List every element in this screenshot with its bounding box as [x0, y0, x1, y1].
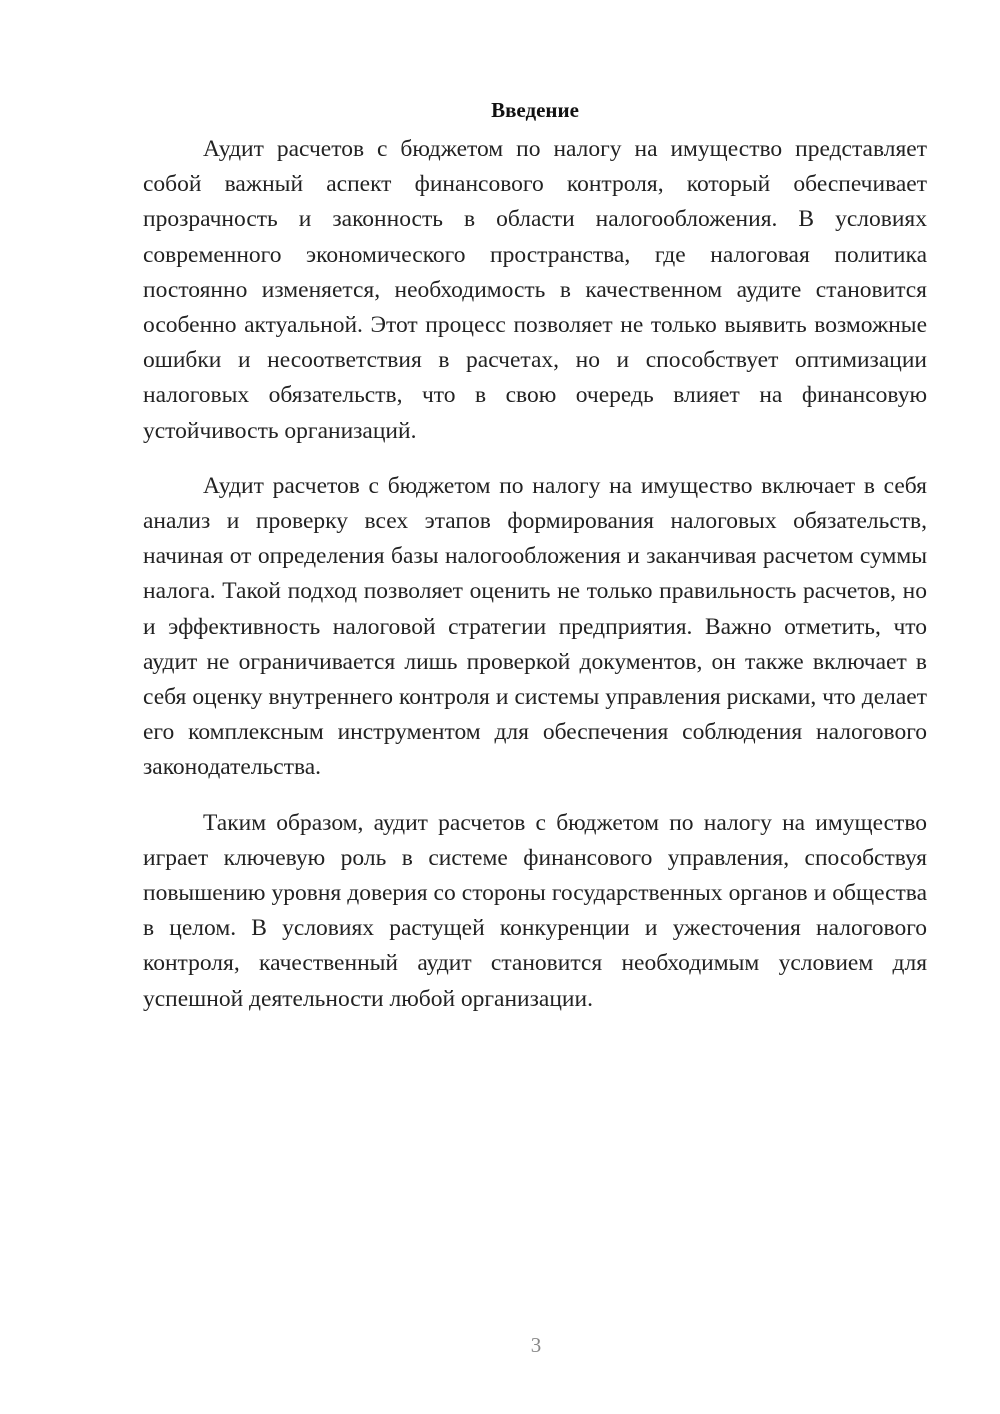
- section-title: Введение: [491, 98, 579, 122]
- page-number: 3: [530, 1333, 542, 1357]
- document-body: [143, 92, 927, 1017]
- paragraph-1: Аудит расчетов с бюджетом по налогу на имущество представляет собой важный аспект финансового контроля, который обеспечивает прозрачность и законность в области налогообложения. В условиях современного экономического пространства, где налоговая политика постоянно изменяется, необходимость в качественном аудите становится особенно актуальной. Этот процесс позволяет не только выявить возможные ошибки и несоответствия в расчетах, но и способствует оптимизации налоговых обязательств, что в свою очередь влияет на финансовую устойчивость организаций.: [143, 136, 927, 444]
- paragraph-2: Аудит расчетов с бюджетом по налогу на имущество включает в себя анализ и проверку всех этапов формирования налоговых обязательств, начиная от определения базы налогообложения и заканчивая расчетом суммы налога. Такой подход позволяет оценить не только правильность расчетов, но и эффективность налоговой стратегии предприятия. Важно отметить, что аудит не ограничивается лишь проверкой документов, он также включает в себя оценку внутреннего контроля и системы управления рисками, что делает его комплексным инструментом для обеспечения соблюдения налогового законодательства.: [143, 472, 927, 781]
- paragraph-3: Таким образом, аудит расчетов с бюджетом по налогу на имущество играет ключевую роль в системе финансового управления, способствуя повышению уровня доверия со стороны государственных органов и общества в целом. В условиях растущей конкуренции и ужесточения налогового контроля, качественный аудит становится необходимым условием для успешной деятельности любой организации.: [143, 809, 927, 1012]
